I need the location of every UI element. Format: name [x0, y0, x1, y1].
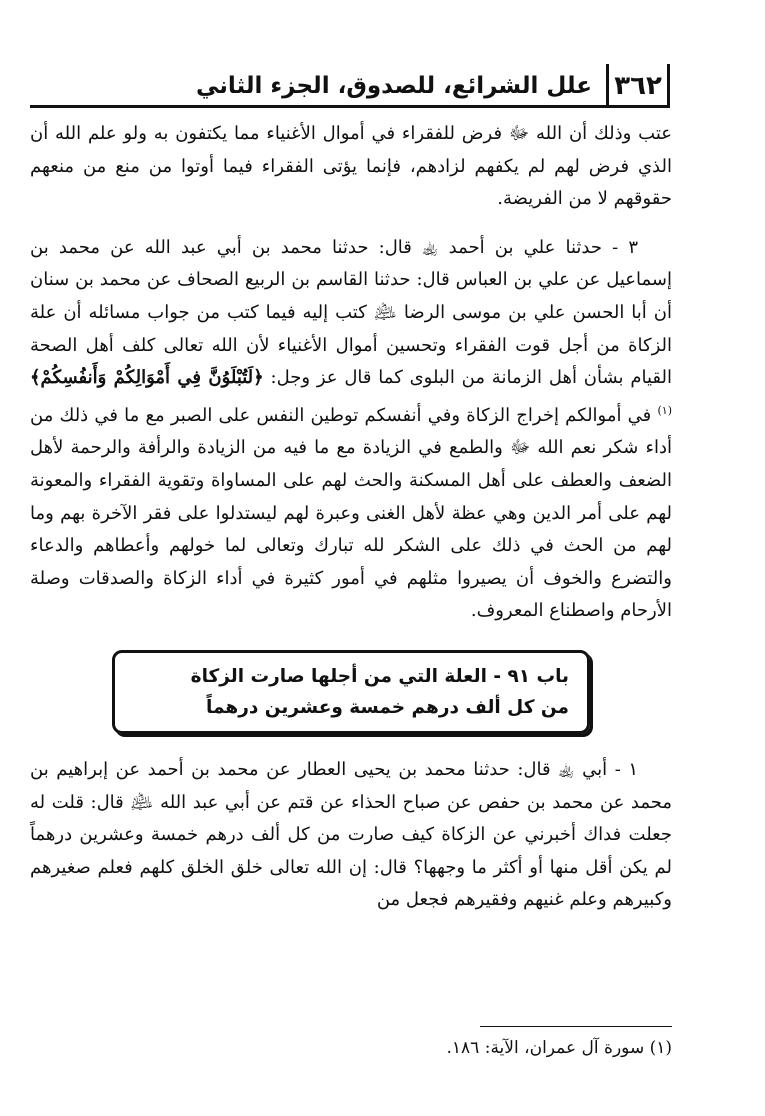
footnote-rule	[480, 1026, 672, 1027]
footnote-marker: (١)	[657, 403, 672, 417]
page-header	[30, 62, 670, 108]
chapter-heading-box	[112, 650, 590, 734]
paragraph-2	[30, 232, 672, 628]
chapter-title-line-1: باب ٩١ - العلة التي من أجلها صارت الزكاة	[190, 665, 569, 687]
paragraph-1: عتب وذلك أن الله ﷻ فرض للفقراء في أموال الأغنياء مما يكتفون به ولو علم الله أن الذي فرض لهم لم يكفهم لزادهم، فإنما يؤتى الفقراء فيما أوتوا من منع من منعهم حقوقهم لا من الفريضة.	[30, 123, 672, 210]
footnote: (١) سورة آل عمران، الآية: ١٨٦.	[446, 1038, 672, 1058]
header-rule	[30, 105, 670, 108]
body-text	[30, 118, 672, 933]
running-title: علل الشرائع، للصدوق، الجزء الثاني	[195, 73, 592, 99]
paragraph-2-rest: في أموالكم إخراج الزكاة وفي أنفسكم توطين النفس على الصبر مع ما في ذلك من أداء شكر نعم الله ﷻ والطمع في الزيادة مع ما فيه من الزيادة والرأفة والرحمة لأهل الضعف والعطف على أهل المسكنة والحث لهم على المساواة وتقوية الفقراء والمعونة لهم على أمر الدين وهي عظة لأهل الغنى وعبرة لهم ليستدلوا على فقر الآخرة بهم وما لهم من الحث في ذلك على الشكر لله تبارك وتعالى لما خولهم وأعطاهم والدعاء والتضرع والخوف أن يصيروا مثلهم في أمور كثيرة في أداء الزكاة والصدقات وصلة الأرحام واصطناع المعروف.	[30, 404, 672, 622]
paragraph-2-intro: ٣ - حدثنا علي بن أحمد ﵀ قال: حدثنا محمد بن أبي عبد الله عن محمد بن إسماعيل عن علي بن العباس قال: حدثنا القاسم بن الربيع الصحاف عن محمد بن سنان أن أبا الحسن علي بن موسى الرضا ﵇ كتب إليه فيما كتب من جواب مسائله أن علة الزكاة من أجل قوت الفقراء وتحسين أموال الأغنياء لأن الله تعالى كلف أهل الصحة القيام بشأن أهل الزمانة من البلوى كما قال عز وجل:	[30, 236, 672, 389]
quran-verse: ﴿لَتُبْلَوُنَّ فِي أَمْوَالِكُمْ وَأَنفُسِكُمْ﴾	[30, 367, 264, 389]
page-number: ٣٦٢	[606, 64, 670, 108]
chapter-title-line-2: من كل ألف درهم خمسة وعشرين درهماً	[206, 696, 569, 718]
paragraph-3: ١ - أبي ﵀ قال: حدثنا محمد بن يحيى العطار عن محمد بن أحمد عن إبراهيم بن محمد عن محمد بن حفص عن صباح الحذاء عن قتم عن أبي عبد الله ﵇ قال: قلت له جعلت فداك أخبرني عن الزكاة كيف صارت من كل ألف درهم خمسة وعشرين درهماً لم يكن أقل منها أو أكثر ما وجهها؟ قال: إن الله تعالى خلق الخلق كلهم فعلم صغيرهم وكبيرهم وعلم غنيهم وفقيرهم فجعل من	[30, 758, 672, 911]
